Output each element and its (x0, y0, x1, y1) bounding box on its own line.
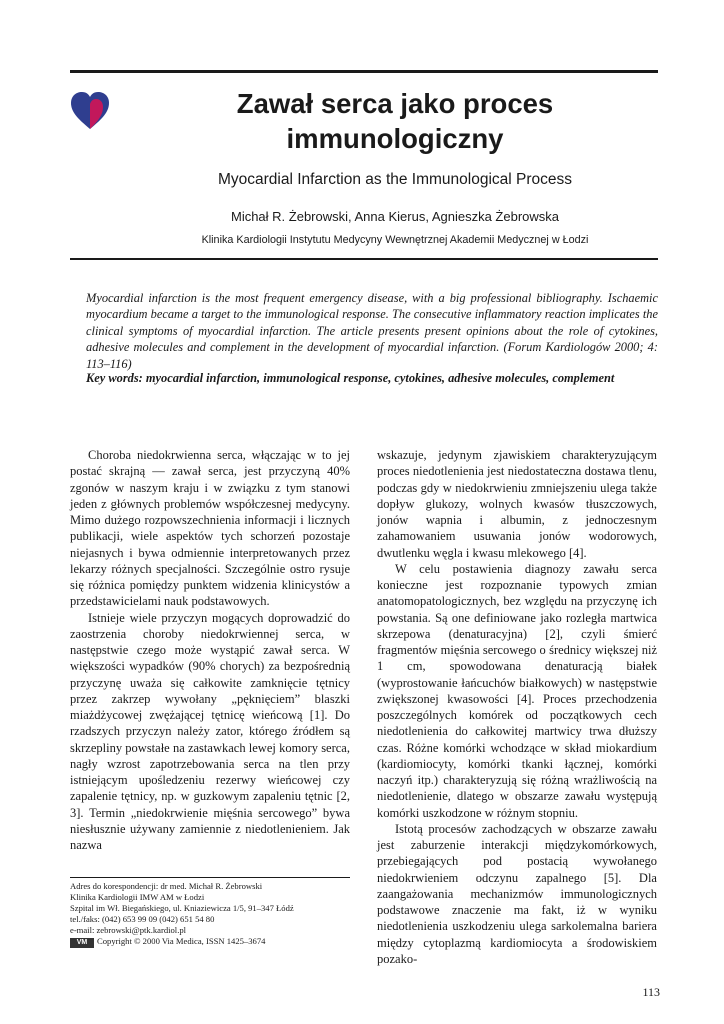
copyright-text: Copyright © 2000 Via Medica, ISSN 1425–3674 (97, 936, 266, 947)
paragraph: wskazuje, jedynym zjawiskiem charakteryzującym proces niedotlenienia jest niedostateczna dostawa tlenu, podczas gdy w niedokrwieniu zmniejszeniu ulega także dopływ glukozy, wolnych kwasów tłuszczowych, jonów wapnia i albumin, z jednoczesnym zahamowaniem usuwania jonów wodorowych, dwutlenku węgla i kwasu mlekowego [4]. (377, 448, 657, 560)
top-rule (70, 70, 658, 73)
keywords: Key words: myocardial infarction, immunological response, cytokines, adhesive molecules, complement (86, 371, 615, 385)
english-subtitle: Myocardial Infarction as the Immunological Process (217, 171, 573, 188)
abstract: Myocardial infarction is the most frequent emergency disease, with a big professional bibliography. Ischaemic myocardium became a target to the immunological response. The consecutive inflammatory reaction implicates the clinical symptoms of myocardial infarction. The article presents present opinions about the role of cytokines, adhesive molecules and complement in the development of myocardial infarction. (Forum Kardiologów 2000; 4: 113–116) (86, 291, 658, 371)
correspondence-email: e-mail: zebrowski@ptk.kardiol.pl (70, 925, 187, 936)
paragraph: Choroba niedokrwienna serca, włączając w to jej postać skrajną — zawał serca, jest przyczyną 40% zgonów w naszym kraju i w związku z tym stanowi jeden z głównych problemów współczesnej medycyny. Mimo dużego rozpowszechnienia informacji i licznych publikacji, wiele aspektów tych schorzeń pozostaje niejasnych i bywa odmiennie interpretowanych przez lekarzy różnych specjalności. Szczególnie ostro rysuje się różnica pomiędzy punktem widzenia klinicystów a przedstawicielami nauk podstawowych. (70, 448, 350, 609)
body-column-right (377, 447, 657, 967)
correspondence-line: Klinika Kardiologii IMW AM w Łodzi (70, 892, 205, 903)
heart-logo-icon (70, 91, 110, 131)
footnote-rule (70, 877, 350, 878)
paragraph: Istotą procesów zachodzących w obszarze zawału jest zaburzenie interakcji międzykomórkowych, przebiegających pod postacią wywołanego niedokrwieniem odczynu zapalnego [5]. Dla zaangażowania mechanizmów immunologicznych podstawowe znaczenie ma fakt, iż w wyniku niedotlenienia uszkodzeniu ulega sarkolemalna bariera między cytoplazmą kardiomiocyta a środowiskiem pozako- (377, 821, 657, 966)
correspondence-line: tel./faks: (042) 653 99 09 (042) 651 54 80 (70, 914, 215, 925)
body-column-left (70, 447, 350, 853)
affiliation: Klinika Kardiologii Instytutu Medycyny Wewnętrznej Akademii Medycznej w Łodzi (201, 234, 589, 246)
copyright-line (70, 936, 360, 947)
page-number: 113 (642, 985, 660, 999)
header-rule (70, 258, 658, 260)
authors: Michał R. Żebrowski, Anna Kierus, Agnieszka Żebrowska (230, 209, 560, 224)
correspondence-footnote (70, 881, 360, 948)
page-title: Zawał serca jako proces immunologiczny (236, 88, 554, 154)
paragraph: W celu postawienia diagnozy zawału serca konieczne jest rozpoznanie typowych zmian anatomopatologicznych, bez względu na przyczynę ich powstania. Są one definiowane jako rozległa martwica skrzepowa (denaturacyjna) [2], czyli śmierć fragmentów mięśnia sercowego o średnicy większej niż 1 cm, spowodowana denaturacją białek (wyprostowanie łańcuchów białkowych) w następstwie zwiększonej kwasowości [4]. Proces przechodzenia poszczególnych komórek od początkowych cech niedotlenienia do całkowitej martwicy trwa dłuższy czas. Różne komórki wchodzące w skład miokardium (kardiomiocyty, komórki tkanki łącznej, komórki naczyń itp.) charakteryzują się różną wrażliwością na niedotlenienie, dlatego w obszarze zawału występują komórki uszkodzone w różnym stopniu. (377, 561, 657, 820)
paragraph: Istnieje wiele przyczyn mogących doprowadzić do zaostrzenia choroby niedokrwiennej serca, w następstwie czego może wystąpić zawał serca. W większości wypadków (90% chorych) za bezpośrednią przyczynę uważa się całkowite zamknięcie tętnicy przez zakrzep wywołany „pęknięciem” blaszki miażdżycowej zwężającej tętnicę wieńcową [1]. Do rzadszych przyczyn należy zator, którego źródłem są skrzepliny powstałe na zastawkach lewej komory serca, nagły wzrost zapotrzebowania serca na tlen przy istniejącym upośledzeniu rezerwy wieńcowej czy zapalenie tętnicy, np. w guzkowym zapaleniu tętnic [2, 3]. Termin „niedokrwienie mięśnia sercowego” bywa niesłusznie używany zamiennie z niedotlenieniem. Jak nazwa (70, 610, 350, 852)
correspondence-line: Adres do korespondencji: dr med. Michał R. Żebrowski (70, 881, 263, 891)
via-medica-logo-icon: VM (70, 938, 94, 948)
correspondence-line: Szpital im Wł. Biegańskiego, ul. Kniaziewicza 1/5, 91–347 Łódź (70, 903, 294, 914)
